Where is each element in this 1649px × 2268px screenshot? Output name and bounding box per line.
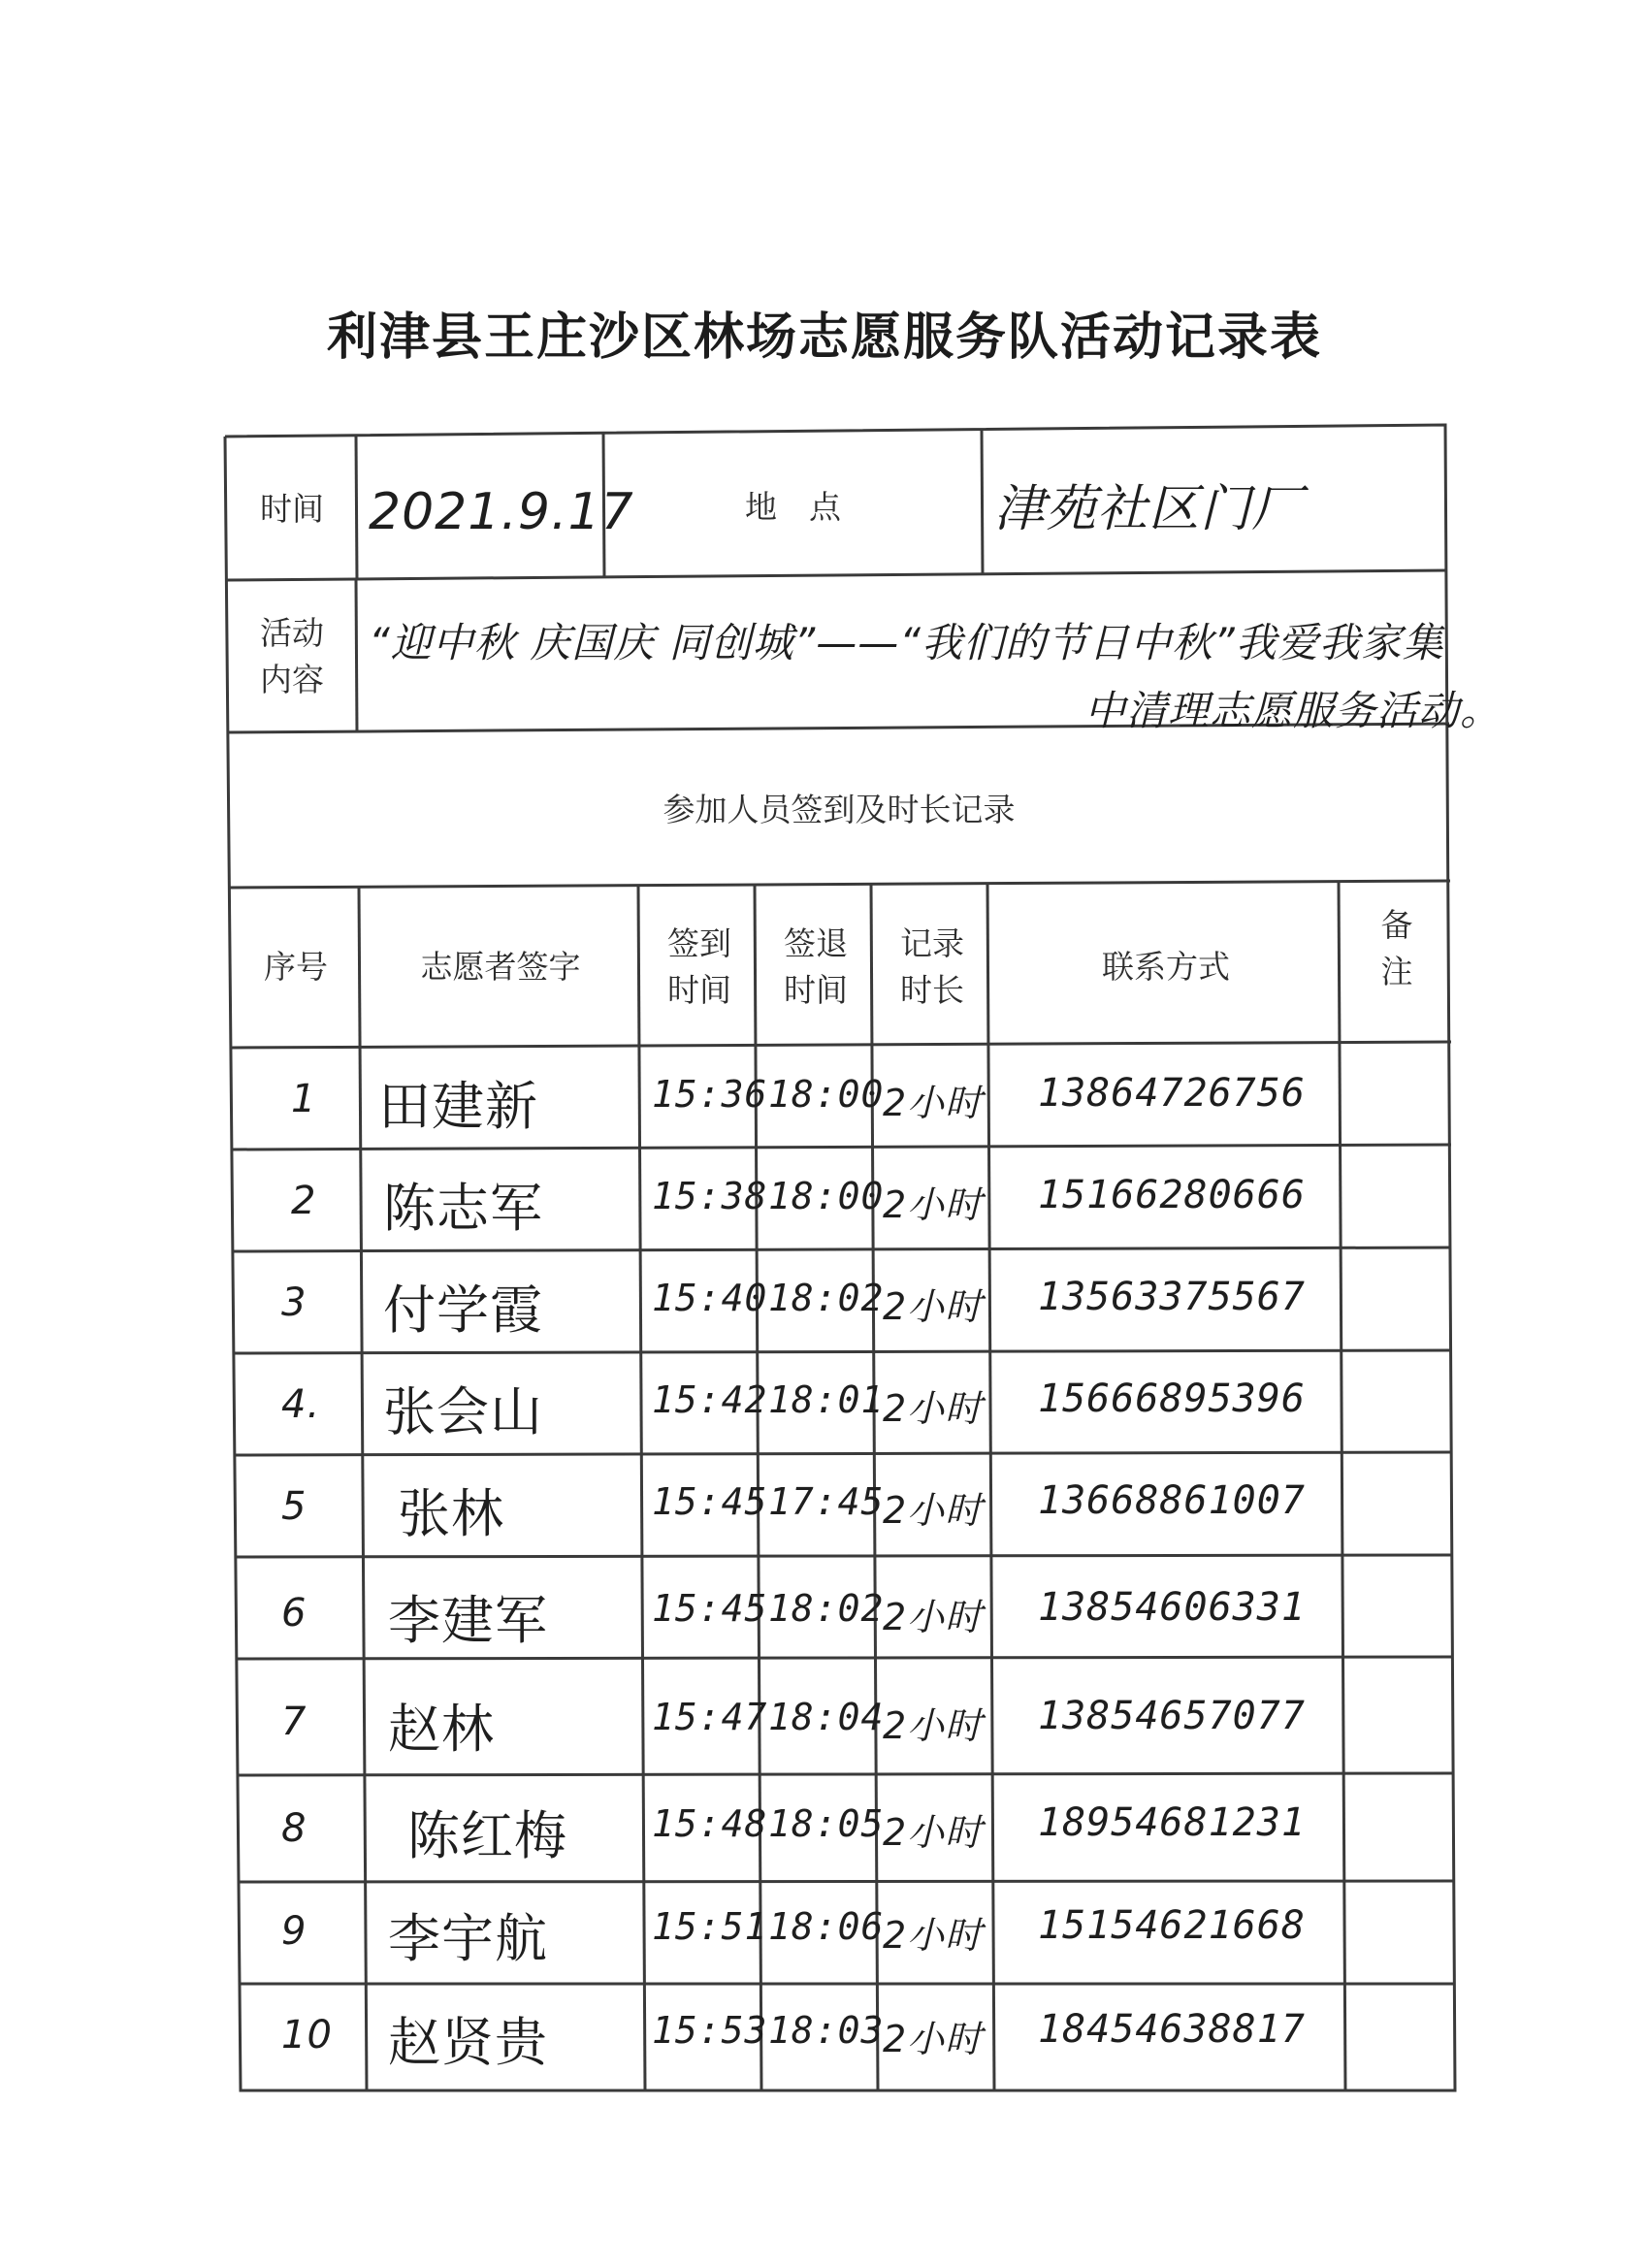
col-header-sign-out <box>759 891 873 1044</box>
row-sign-in: 15:48 <box>652 1802 768 1845</box>
row-signature: 陈红梅 <box>407 1805 567 1866</box>
row-signature: 李宇航 <box>388 1908 548 1969</box>
row-sign-out: 18:01 <box>768 1378 885 1421</box>
row-signature: 赵贤贵 <box>388 2012 548 2073</box>
row-sign-in: 15:36 <box>652 1073 768 1116</box>
row-no: 10 <box>281 2013 333 2057</box>
col-header-contact: 联系方式 <box>1102 948 1230 986</box>
row-duration: 2小时 <box>883 1285 984 1328</box>
location-label: 地 点 <box>745 487 841 526</box>
row-duration: 2小时 <box>883 1704 984 1747</box>
row-sign-out: 18:06 <box>768 1905 885 1948</box>
row-signature: 田建新 <box>378 1076 538 1137</box>
col-header-remark-text: 备注 <box>1380 906 1413 990</box>
row-phone: 15666895396 <box>1038 1377 1306 1421</box>
row-no: 8 <box>281 1806 307 1851</box>
row-no: 2 <box>291 1179 317 1223</box>
col-header-no: 序号 <box>264 948 328 986</box>
col-header-sign-out-text: 签退时间 <box>784 924 848 1009</box>
row-phone: 13854606331 <box>1038 1585 1306 1630</box>
row-signature: 张会山 <box>383 1381 543 1442</box>
row-phone: 13668861007 <box>1038 1478 1306 1523</box>
row-sign-in: 15:42 <box>652 1378 768 1421</box>
row-duration: 2小时 <box>883 1183 984 1226</box>
content-label-text: 活动内容 <box>260 614 324 698</box>
row-phone: 18954681231 <box>1038 1800 1306 1845</box>
row-signature: 陈志军 <box>383 1178 543 1239</box>
col-header-signature: 志愿者签字 <box>420 948 581 986</box>
row-duration: 2小时 <box>883 1811 984 1854</box>
row-phone: 18454638817 <box>1038 2007 1306 2052</box>
row-no: 4. <box>281 1382 321 1427</box>
row-sign-in: 15:45 <box>652 1587 768 1630</box>
content-label <box>229 584 355 729</box>
row-no: 7 <box>281 1700 307 1744</box>
col-header-sign-in <box>642 891 757 1044</box>
row-phone: 13864726756 <box>1038 1071 1306 1116</box>
col-header-remark <box>1342 891 1451 1007</box>
row-signature: 赵林 <box>388 1699 495 1760</box>
row-sign-out: 17:45 <box>768 1480 885 1523</box>
section-title: 参加人员签到及时长记录 <box>663 791 1016 828</box>
content-value-line1: “迎中秋 庆国庆 同创城”——“我们的节日中秋”我爱我家集 <box>369 619 1444 666</box>
content-value-line2: 中清理志愿服务活动。 <box>1084 687 1503 734</box>
row-sign-in: 15:38 <box>652 1175 768 1217</box>
location-value: 津苑社区门厂 <box>994 480 1304 538</box>
row-phone: 15154621668 <box>1038 1903 1306 1948</box>
col-header-duration <box>875 891 989 1044</box>
row-duration: 2小时 <box>883 2018 984 2060</box>
row-no: 3 <box>281 1280 307 1325</box>
row-no: 1 <box>291 1077 317 1121</box>
row-sign-out: 18:02 <box>768 1277 885 1319</box>
row-phone: 13854657077 <box>1038 1694 1306 1738</box>
row-sign-out: 18:02 <box>768 1587 885 1630</box>
row-sign-in: 15:40 <box>652 1277 768 1319</box>
time-value: 2021.9.17 <box>369 483 634 541</box>
row-sign-in: 15:47 <box>652 1696 768 1738</box>
row-duration: 2小时 <box>883 1387 984 1430</box>
row-sign-out: 18:05 <box>768 1802 885 1845</box>
row-sign-in: 15:53 <box>652 2009 768 2052</box>
row-phone: 15166280666 <box>1038 1173 1306 1217</box>
row-sign-out: 18:00 <box>768 1175 885 1217</box>
row-sign-in: 15:51 <box>652 1905 768 1948</box>
row-duration: 2小时 <box>883 1489 984 1532</box>
row-duration: 2小时 <box>883 1914 984 1957</box>
row-duration: 2小时 <box>883 1082 984 1124</box>
row-sign-out: 18:03 <box>768 2009 885 2052</box>
row-no: 6 <box>281 1591 307 1636</box>
row-duration: 2小时 <box>883 1596 984 1638</box>
row-no: 5 <box>281 1484 307 1529</box>
col-header-duration-text: 记录时长 <box>900 924 964 1009</box>
row-signature: 张林 <box>398 1483 504 1544</box>
row-phone: 13563375567 <box>1038 1275 1306 1319</box>
row-signature: 付学霞 <box>383 1280 543 1341</box>
row-signature: 李建军 <box>388 1590 548 1651</box>
row-no: 9 <box>281 1909 307 1954</box>
row-sign-out: 18:00 <box>768 1073 885 1116</box>
col-header-sign-in-text: 签到时间 <box>667 924 731 1009</box>
document-title: 利津县王庄沙区林场志愿服务队活动记录表 <box>326 308 1322 367</box>
row-sign-out: 18:04 <box>768 1696 885 1738</box>
time-label: 时间 <box>260 490 324 528</box>
row-sign-in: 15:45 <box>652 1480 768 1523</box>
